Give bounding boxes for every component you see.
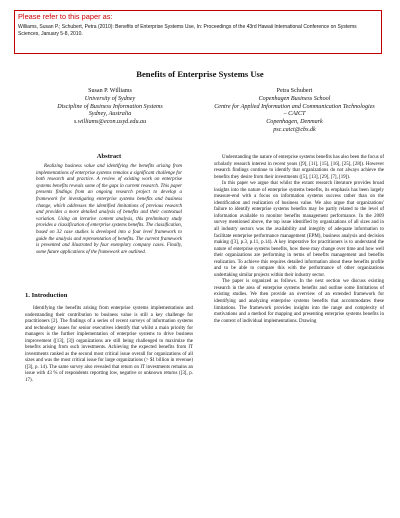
citation-notice-title: Please refer to this paper as: xyxy=(18,12,113,21)
abstract-heading: Abstract xyxy=(96,153,122,160)
author-name: Susan P. Williams xyxy=(88,88,132,94)
author-block-williams xyxy=(30,88,190,127)
abstract-section xyxy=(25,153,193,256)
author-name: Petra Schubert xyxy=(276,88,313,94)
author-email: s.williams@econ.usyd.edu.au xyxy=(73,119,147,126)
author-email: psc.caict@cbs.dk xyxy=(273,126,316,133)
introduction-paragraph: Identifying the benefits arising from enterprise systems implementations and understanding their contribution to business value is still a key challenge for practitioners [2]. The findings of a series of recent surveys of information systems and technology issues for senior executives identify that whilst a main priority for managers is the further implementation of enterprise systems to drive business improvement ([13], [3]) organizations are still being challenged to maximize the benefits arising from such investments. Achieving the expected benefits from IT investments ranked as the second most critical issue overall for organizations of all sizes and was the most critical issue for large organizations (> $1 billion in revenue) ([3], p. 14). The same survey also revealed that return on IT investments remains an issue with 43 % of respondents reporting low, negative or unknown returns ([3], p. 17). xyxy=(25,306,193,384)
body-paragraph-1: Understanding the nature of enterprise systems benefits has also been the focus of scholarly research interest in recent years ([9], [11], [15], [16], [25], [28]). However research findings continue to identify that organizations do not always achieve the benefits they desire from their investments ([5], [13], [29], [7], [19]). xyxy=(214,155,384,180)
introduction-heading: 1. Introduction xyxy=(25,292,68,299)
author-location: Sydney, Australia xyxy=(88,111,132,118)
author-department: Discipline of Business Information Systems xyxy=(57,103,163,110)
author-affiliation: University of Sydney xyxy=(84,95,136,102)
abstract-text: Realizing business value and identifying the benefits arising from implementations of enterprise systems remains a significant challenge for both research and practice. A review of existing work on enterprise systems benefits reveals some of the gaps in current research. This paper presents findings from an ongoing research project to develop a framework for investigating enterprise systems benefits and business change, which addresses the identified limitations of previous research and provides a more detailed analysis of benefits and their contextual variation. Using an iterative content analysis, this preliminary study provides a classification of enterprise systems benefits. The classification, based on 32 case studies is developed into a four level framework to guide the analysis and representation of benefits. The current framework is presented and illustrated by four exemplary company cases. Finally, some future applications of the framework are outlined. xyxy=(36,164,183,255)
citation-notice-box xyxy=(14,10,382,54)
introduction-left-column xyxy=(25,306,193,385)
author-location: Copenhagen, Denmark xyxy=(266,119,323,126)
author-department: Centre for Applied Information and Communication Technologies – CAICT xyxy=(214,103,375,118)
right-column xyxy=(214,155,384,325)
paper-title: Benefits of Enterprise Systems Use xyxy=(136,69,264,79)
body-paragraph-2: In this paper we argue that whilst the extant research literature provides broad insights into the nature of enterprise systems benefits, its emphasis has been largely measure-end with a focus on information systems success rather than on the identification and realization of business value. We also argue that organizations' failure to identify enterprise systems benefits may be partly related to the level of information available to monitor benefits management performance. In the 2009 survey mentioned above, the top issue identified by organizations of all sizes and in all industry sectors was the availability and integrity of adequate information to facilitate enterprise performance management (EPM), business analysis and decision making ([3], p.3, p.11, p.14). A key imperative for practitioners is to understand the nature of enterprise systems benefits, how these may change over time and how well their organizations are performing in terms of benefits management and benefits realization. To achieve this requires detailed information about these benefits profile and to be able to compare this with the performance of other organizations undertaking similar projects within their industry sector. xyxy=(214,181,384,278)
author-block-schubert xyxy=(212,88,377,135)
body-paragraph-3: The paper is organized as follows. In the next section we discuss existing research in the area of enterprise systems benefits and outline some limitations of existing studies. We then provide an overview of an extended framework for identifying and analyzing enterprise systems benefits that accommodates these limitations. The framework provides insights into the range and complexity of motivations and a method for mapping and presenting enterprise systems benefits in the context of individual implementations. Drawing xyxy=(214,279,384,324)
author-affiliation: Copenhagen Business School xyxy=(258,95,331,102)
citation-text: Williams, Susan P.; Schubert, Petra (2010): Benefits of Enterprise Systems Use, In: Proceedings of the 43rd Hawaii International Conference on Systems Sciences, January 5-8, 2010. xyxy=(18,24,357,37)
